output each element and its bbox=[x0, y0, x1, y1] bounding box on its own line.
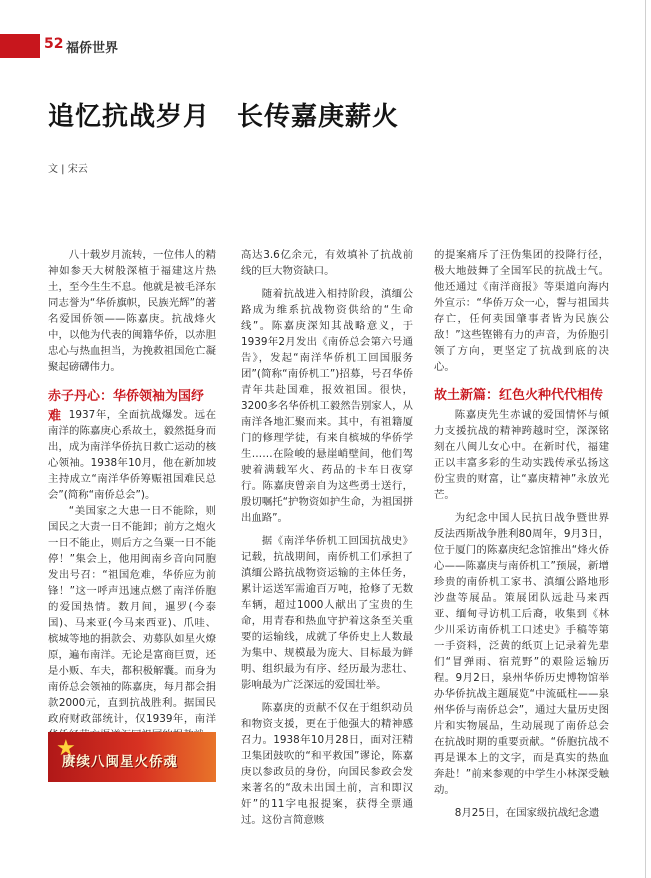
paragraph: “美国家之大患一日不能除，则国民之大责一日不能卸；前方之炮火一日不能止，则后方之刍粟一日不能停！”集会上，他用闽南乡音向同胞发出号召：“祖国危难，华侨应为前锋！”这一呼声迅速点燃了南洋侨胞的爱国热情。数月间，暹罗(今泰国)、马来亚(今马来西亚)、爪哇、槟城等地的捐款会、劝募队如星火燎原，遍布南洋。无论是富商巨贾，还是小贩、车夫，都积极解囊。而身为南侨总会领袖的陈嘉庚，每月都会捐款2000元，直到抗战胜利。据国民政府财政部统计，仅1939年，南洋 bbox=[48, 505, 216, 725]
paragraph-continued: 高达3.6亿余元，有效填补了抗战前线的巨大物资缺口。 bbox=[241, 249, 413, 277]
article-author: 文 | 宋云 bbox=[48, 164, 88, 175]
paragraph: 据《南洋华侨机工回国抗战史》记载，抗战期间，南侨机工们承担了滇缅公路抗战物资运输的主体任务，累计运送军需逾百万吨，抢修了无数车辆，超过1000人献出了宝贵的生命，用青春和热血守护着这条至关重要的运输线，成就了华侨史上人数最为集中、规模最为庞大、目标最为鲜明、组织最为有序、经历最为悲壮、影响最为广泛深远的爱国壮举。 bbox=[241, 535, 413, 691]
column-1 bbox=[48, 247, 216, 375]
column-3 bbox=[434, 247, 609, 375]
paragraph-intro: 八十载岁月流转，一位伟人的精神如参天大树般深植于福建这片热土，至今生生不息。他就是被毛泽东同志誉为“华侨旗帜，民族光辉”的著名爱国侨领——陈嘉庚。抗战烽火中，以他为代表的闽籍华侨，以赤胆忠心与热血担当，为挽救祖国危亡凝聚起磅礴伟力。 bbox=[48, 249, 216, 373]
column-3-body bbox=[434, 407, 609, 821]
paragraph: 为纪念中国人民抗日战争暨世界反法西斯战争胜利80周年，9月3日，位于厦门的陈嘉庚纪念馆推出“烽火侨心——陈嘉庚与南侨机工”预展，新增珍贵的南侨机工家书、滇缅公路地形沙盘等展品。策展团队远赴马来西亚、缅甸寻访机工后裔，收集到《林少川采访南侨机工口述史》手稿等第一手资料，泛黄的纸页上记录着先辈们“冒弹雨、宿荒野”的艰险运输历程。9月2日，泉州华侨历史博物馆举办华侨抗战主题展览“中流砥柱——泉州华侨与南侨总会”，通过大量历史图片和实物展品，生动展现了南侨总会在抗战时期的重要贡献。“侨胞抗战不再是课本上的文字，而是真实的热血奔赴！”前来参观的中学生小林深受触动。 bbox=[434, 512, 609, 796]
paragraph: 8月25日，在国家级抗战纪念遗 bbox=[454, 807, 600, 819]
promo-banner bbox=[48, 732, 216, 782]
page-edge-divider bbox=[645, 0, 646, 878]
article-title: 追忆抗战岁月 长传嘉庚薪火 bbox=[48, 102, 400, 132]
star-icon: ★ bbox=[56, 736, 76, 761]
banner-text: 赓续八闽星火侨魂 bbox=[62, 754, 178, 770]
paragraph: 1937年，全面抗战爆发。远在南洋的陈嘉庚心系故土，毅然挺身而出，成为南洋华侨抗日救亡运动的核心领袖。1938年10月，他在新加坡主持成立“南洋华侨筹赈祖国难民总会”(简称“南侨总会”)。 bbox=[48, 409, 216, 501]
paragraph-continued: 的提案痛斥了汪伪集团的投降行径，极大地鼓舞了全国军民的抗战士气。他还通过《南洋商报》等渠道向海内外宣示：“华侨万众一心，誓与祖国共存亡，任何卖国肇事者皆为民族公敌！”这些铿锵有力的声音，为侨胞引领了方向，更坚定了抗战到底的决心。 bbox=[434, 249, 609, 373]
header-accent-bar bbox=[0, 34, 40, 58]
section-title: 福侨世界 bbox=[66, 41, 119, 56]
paragraph: 随着抗战进入相持阶段，滇缅公路成为维系抗战物资供给的“生命线”。陈嘉庚深知其战略意义，于1939年2月发出《南侨总会第六号通告》，发起“南洋华侨机工回国服务团”(简称“南侨机工”)招募，号召华侨青年共赴国难，报效祖国。很快，3200多名华侨机工毅然告别家人，从南洋各地汇聚而来。其中，有祖籍厦门的修理学徒，有来自槟城的华侨学生……在险峻的悬崖峭壁间，他们驾驶着满载军火、药品的卡车日夜穿行。陈嘉庚曾亲自为这些勇士送行，殷切嘱托“护物资如护生命，为祖国拼出血路”。 bbox=[241, 288, 413, 524]
column-1-body bbox=[48, 407, 216, 743]
paragraph: 陈嘉庚先生赤诚的爱国情怀与倾力支援抗战的精神跨越时空，深深铭刻在八闽儿女心中。在新时代，福建正以丰富多彩的生动实践传承弘扬这份宝贵的财富，让“嘉庚精神”永放光芒。 bbox=[434, 409, 609, 501]
column-2 bbox=[241, 247, 413, 828]
page-number: 52 bbox=[44, 36, 64, 52]
paragraph: 陈嘉庚的贡献不仅在于组织动员和物资支援，更在于他强大的精神感召力。1938年10月28日，面对汪精卫集团鼓吹的“和平救国”谬论，陈嘉庚以参政员的身份，向国民参政会发来著名的“敌未出国土前，言和即汉奸”的11字电报提案，获得全票通过。这份言简意赅 bbox=[241, 702, 413, 826]
subheading-2: 故土新篇：红色火种代代相传 bbox=[434, 388, 604, 403]
subheading-1: 赤子丹心：华侨领袖为国纾难 bbox=[48, 389, 205, 424]
